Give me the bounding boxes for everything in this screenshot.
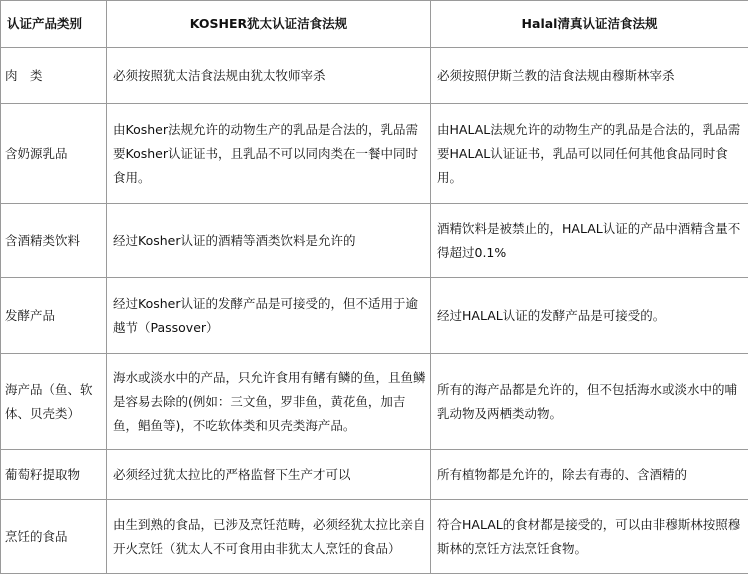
- header-category: 认证产品类别: [1, 1, 107, 48]
- row-category: 肉 类: [1, 48, 107, 104]
- header-halal: Halal清真认证洁食法规: [431, 1, 748, 48]
- row-kosher-rule: 经过Kosher认证的发酵产品是可接受的，但不适用于逾越节（Passover）: [107, 278, 431, 354]
- row-halal-rule: 经过HALAL认证的发酵产品是可接受的。: [431, 278, 748, 354]
- header-kosher: KOSHER犹太认证洁食法规: [107, 1, 431, 48]
- row-halal-rule: 所有的海产品都是允许的，但不包括海水或淡水中的哺乳动物及两栖类动物。: [431, 354, 748, 450]
- table-row: [1, 450, 748, 500]
- table-row: [1, 500, 748, 574]
- row-kosher-rule: 海水或淡水中的产品，只允许食用有鳍有鳞的鱼，且鱼鳞是容易去除的(例如：三文鱼，罗非鱼，黄花鱼，加吉鱼，鲳鱼等)，不吃软体类和贝壳类海产品。: [107, 354, 431, 450]
- row-category: 烹饪的食品: [1, 500, 107, 574]
- row-halal-rule: 所有植物都是允许的，除去有毒的、含酒精的: [431, 450, 748, 500]
- row-halal-rule: 由HALAL法规允许的动物生产的乳品是合法的，乳品需要HALAL认证证书，乳品可以同任何其他食品同时食用。: [431, 104, 748, 204]
- row-halal-rule: 符合HALAL的食材都是接受的，可以由非穆斯林按照穆斯林的烹饪方法烹饪食物。: [431, 500, 748, 574]
- row-category: 海产品（鱼、软体、贝壳类）: [1, 354, 107, 450]
- table-row: [1, 354, 748, 450]
- table-row: [1, 204, 748, 278]
- table-row: [1, 104, 748, 204]
- row-kosher-rule: 必须按照犹太洁食法规由犹太牧师宰杀: [107, 48, 431, 104]
- row-category: 发酵产品: [1, 278, 107, 354]
- row-halal-rule: 必须按照伊斯兰教的洁食法规由穆斯林宰杀: [431, 48, 748, 104]
- row-category: 含酒精类饮料: [1, 204, 107, 278]
- row-kosher-rule: 由生到熟的食品，已涉及烹饪范畴，必须经犹太拉比亲自开火烹饪（犹太人不可食用由非犹太人烹饪的食品）: [107, 500, 431, 574]
- table-row: [1, 48, 748, 104]
- table-header-row: [1, 1, 748, 48]
- row-kosher-rule: 经过Kosher认证的酒精等酒类饮料是允许的: [107, 204, 431, 278]
- row-category: 葡萄籽提取物: [1, 450, 107, 500]
- row-kosher-rule: 必须经过犹太拉比的严格监督下生产才可以: [107, 450, 431, 500]
- row-kosher-rule: 由Kosher法规允许的动物生产的乳品是合法的，乳品需要Kosher认证证书，且乳品不可以同肉类在一餐中同时食用。: [107, 104, 431, 204]
- table-row: [1, 278, 748, 354]
- row-category: 含奶源乳品: [1, 104, 107, 204]
- row-halal-rule: 酒精饮料是被禁止的，HALAL认证的产品中酒精含量不得超过0.1%: [431, 204, 748, 278]
